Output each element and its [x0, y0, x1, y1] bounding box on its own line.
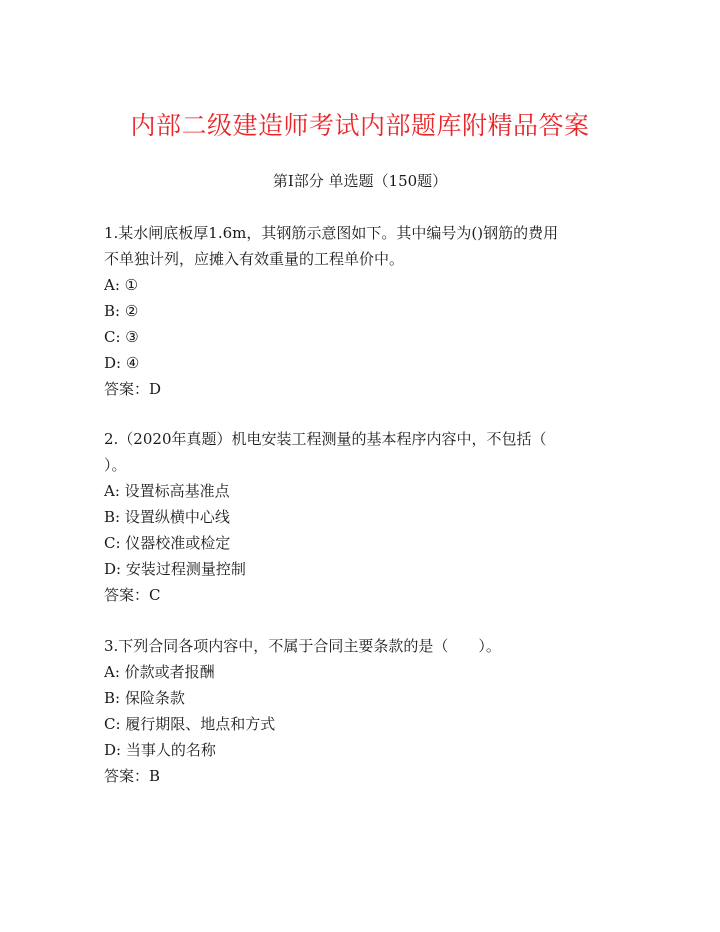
option-d: D: 安装过程测量控制: [104, 560, 246, 578]
question-stem-line: 不单独计列，应摊入有效重量的工程单价中。: [104, 250, 405, 268]
option-b: B: 设置纵横中心线: [104, 508, 230, 526]
option-b: B: ②: [104, 302, 139, 320]
question-1: [104, 220, 614, 402]
option-b: B: 保险条款: [104, 689, 185, 707]
option-c: C: 仪器校准或检定: [104, 534, 231, 552]
answer: 答案：D: [104, 380, 162, 398]
option-a: A: 价款或者报酬: [104, 663, 215, 681]
answer: 答案：C: [104, 586, 161, 604]
answer: 答案：B: [104, 767, 161, 785]
question-stem-line: 2.（2020年真题）机电安装工程测量的基本程序内容中，不包括（: [104, 430, 547, 448]
option-c: C: ③: [104, 328, 139, 346]
question-stem-line: ）。: [104, 456, 127, 474]
question-2: [104, 426, 614, 608]
option-d: D: 当事人的名称: [104, 741, 216, 759]
option-a: A: ①: [104, 276, 139, 294]
option-c: C: 履行期限、地点和方式: [104, 715, 276, 733]
option-a: A: 设置标高基准点: [104, 482, 230, 500]
question-stem-line: 1.某水闸底板厚1.6m，其钢筋示意图如下。其中编号为()钢筋的费用: [104, 224, 559, 242]
option-d: D: ④: [104, 354, 140, 372]
question-stem-line: 3.下列合同各项内容中，不属于合同主要条款的是（ ）。: [104, 637, 501, 655]
question-3: [104, 633, 614, 789]
document-title: 内部二级建造师考试内部题库附精品答案: [130, 111, 590, 140]
section-heading: 第Ⅰ部分 单选题（150题）: [272, 172, 448, 190]
